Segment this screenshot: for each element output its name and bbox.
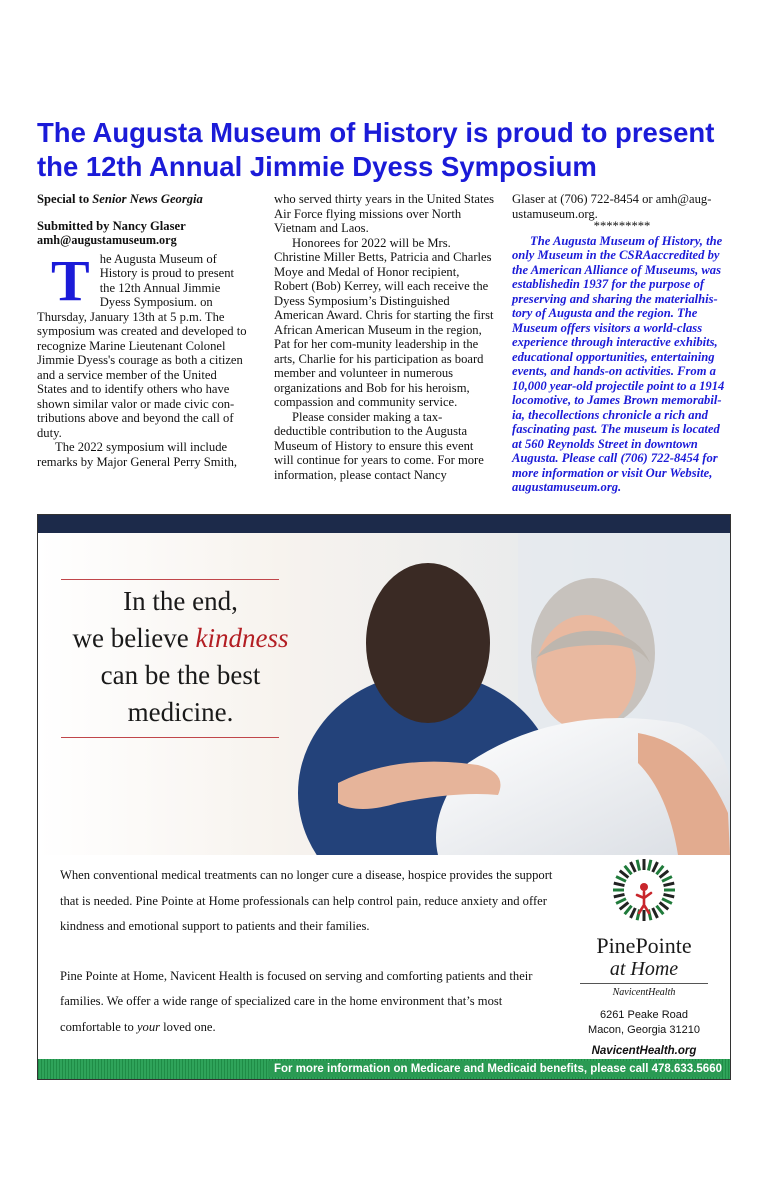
logo-ray <box>631 862 636 872</box>
ad-top-bar <box>38 515 730 533</box>
ad-headline-line-2 <box>58 620 303 657</box>
hospice-advertisement <box>37 514 731 1080</box>
ad-red-rule-bottom <box>61 737 279 738</box>
article-column-1 <box>37 192 247 469</box>
spacer <box>37 207 247 219</box>
logo-brand: NavicentHealth <box>612 987 676 998</box>
logo-ray <box>625 866 632 875</box>
paragraph-2-continued: who served thirty years in the United States Air Force flying missions over North Vietnam and Laos. <box>274 192 494 235</box>
logo-name: PinePointe <box>596 933 692 958</box>
article-column-2 <box>274 192 494 482</box>
special-prefix: Special to <box>37 192 93 206</box>
paragraph-3: Honorees for 2022 will be Mrs. Christine Miller Betts, Patricia and Charles Moye and Medal of Honor recipient, Robert (Bob) Kerrey, will each receive the Dyess Symposium’s Distinguished American Award. Chris for starting the first African American Museum in the region, Pat for her com-munity leadership in the arts, Charlie for his participation as board member and volunteer in numerous organizations and Bob for his heroism, compassion and community service. <box>274 235 494 409</box>
ad-red-rule-top <box>61 579 279 580</box>
ad-body-copy <box>60 863 560 1064</box>
address-line-1: 6261 Peake Road <box>599 1009 689 1021</box>
logo-ray <box>662 877 672 882</box>
ad-headline-emphasis: kindness <box>195 623 289 653</box>
ad-bottom-bar-text: For more information on Medicare and Medicaid benefits, please call 478.633.5660 <box>268 1061 722 1077</box>
paragraph-2: The 2022 symposium will include remarks by Major General Perry Smith, <box>37 440 238 469</box>
ad-website-link[interactable]: NavicentHealth.org <box>591 1045 697 1057</box>
logo-ray <box>660 902 669 909</box>
pinepointe-sunburst-logo-icon <box>611 857 677 923</box>
publication-name: Senior News Georgia <box>92 192 203 206</box>
ad-headline-line-1: In the end, <box>123 586 238 616</box>
pinepointe-logo-block <box>574 857 714 1059</box>
paragraph-4-continued: Glaser at (706) 722-8454 or amh@aug-ustamuseum.org. <box>512 192 712 221</box>
address-line-2: Macon, Georgia 31210 <box>588 1024 700 1036</box>
paragraph-intro <box>37 247 247 441</box>
ad-copy-2-pre: Pine Pointe at Home, Navicent Health is focused on serving and comforting patients and their families. We offer a wide range of specialized care in the home environment that’s most comfortable to <box>60 968 533 1034</box>
logo-ray <box>625 906 632 915</box>
logo-ray <box>660 871 669 878</box>
ad-copy-2-post: loved one. <box>160 1019 216 1034</box>
logo-ray <box>616 899 626 904</box>
logo-ray <box>631 908 636 918</box>
logo-ray <box>616 877 626 882</box>
paragraph-1-text: he Augusta Museum of History is proud to present the 12th Annual Jimmie Dyess Symposium. on Thursday, January 13th at 5 p.m. The symposium was created and developed to recognize Marine Lieutenant Colonel Jimmie Dyess's courage as both a citizen and a service member of the United States and to identify others who have shown similar valor or made civic con-tributions above and beyond the call of duty. <box>37 251 247 440</box>
logo-subtitle: at Home <box>609 958 679 980</box>
logo-ray <box>620 902 629 909</box>
headline-line-2: the 12th Annual Jimmie Dyess Symposium <box>37 151 597 182</box>
ad-address <box>574 1008 714 1038</box>
ad-headline-line-4: medicine. <box>127 697 234 727</box>
author-email[interactable]: amh@augustamuseum.org <box>37 233 177 247</box>
article-headline <box>37 116 737 184</box>
ad-copy-paragraph-1: When conventional medical treatments can no longer cure a disease, hospice provides the support that is needed. Pine Pointe at Home professionals can help control pain, reduce anxiety and offer kindness and emotional support to patients and their families. <box>60 868 553 933</box>
museum-promo: The Augusta Museum of History, the only Museum in the CSRAaccredited by the American Alliance of Museums, was establishedin 1937 for the purpose of preserving and sharing the materialhis-tory of Augusta and the region. The Museum offers visitors a world-class experience through interactive exhibits, educational opportunities, entertaining events, and hands-on activities. From a 10,000 year-old projectile point to a 1914 locomotive, to James Brown memorabil-ia, thecollections chronicle a rich and fascinating past. The museum is located at 560 Reynolds Street in downtown Augusta. Please call (706) 722-8454 for more information or visit Our Website, augustamuseum.org. <box>512 233 725 494</box>
ad-photo-hug <box>38 533 730 855</box>
logo-ray <box>648 860 650 871</box>
section-divider-stars: ********* <box>593 219 651 233</box>
drop-cap: T <box>51 247 90 313</box>
ad-headline-line-2-pre: we believe <box>72 623 196 653</box>
special-line <box>37 192 247 207</box>
logo-ray <box>653 862 658 872</box>
logo-ray <box>620 871 629 878</box>
logo-ray <box>656 906 663 915</box>
article-column-3 <box>512 192 732 495</box>
logo-rule <box>580 983 708 984</box>
paragraph-4: Please consider making a tax-deductible contribution to the Augusta Museum of History to ensure this event will continue for years to come. For more information, please contact Nancy <box>274 409 484 482</box>
submitted-by: Submitted by Nancy Glaser <box>37 218 186 233</box>
logo-ray <box>614 894 625 896</box>
logo-ray <box>637 860 639 871</box>
logo-ray <box>663 894 674 896</box>
ad-bottom-bar <box>38 1059 730 1079</box>
logo-ray <box>663 883 674 885</box>
ad-headline <box>58 583 303 731</box>
logo-ray <box>662 899 672 904</box>
ad-copy-2-emphasis: your <box>136 1019 161 1034</box>
ad-copy-paragraph-2 <box>60 964 560 1041</box>
headline-line-1: The Augusta Museum of History is proud to present <box>37 117 715 148</box>
logo-ray <box>656 866 663 875</box>
logo-ray <box>653 908 658 918</box>
logo-ray <box>614 883 625 885</box>
ad-headline-line-3: can be the best <box>100 660 261 690</box>
